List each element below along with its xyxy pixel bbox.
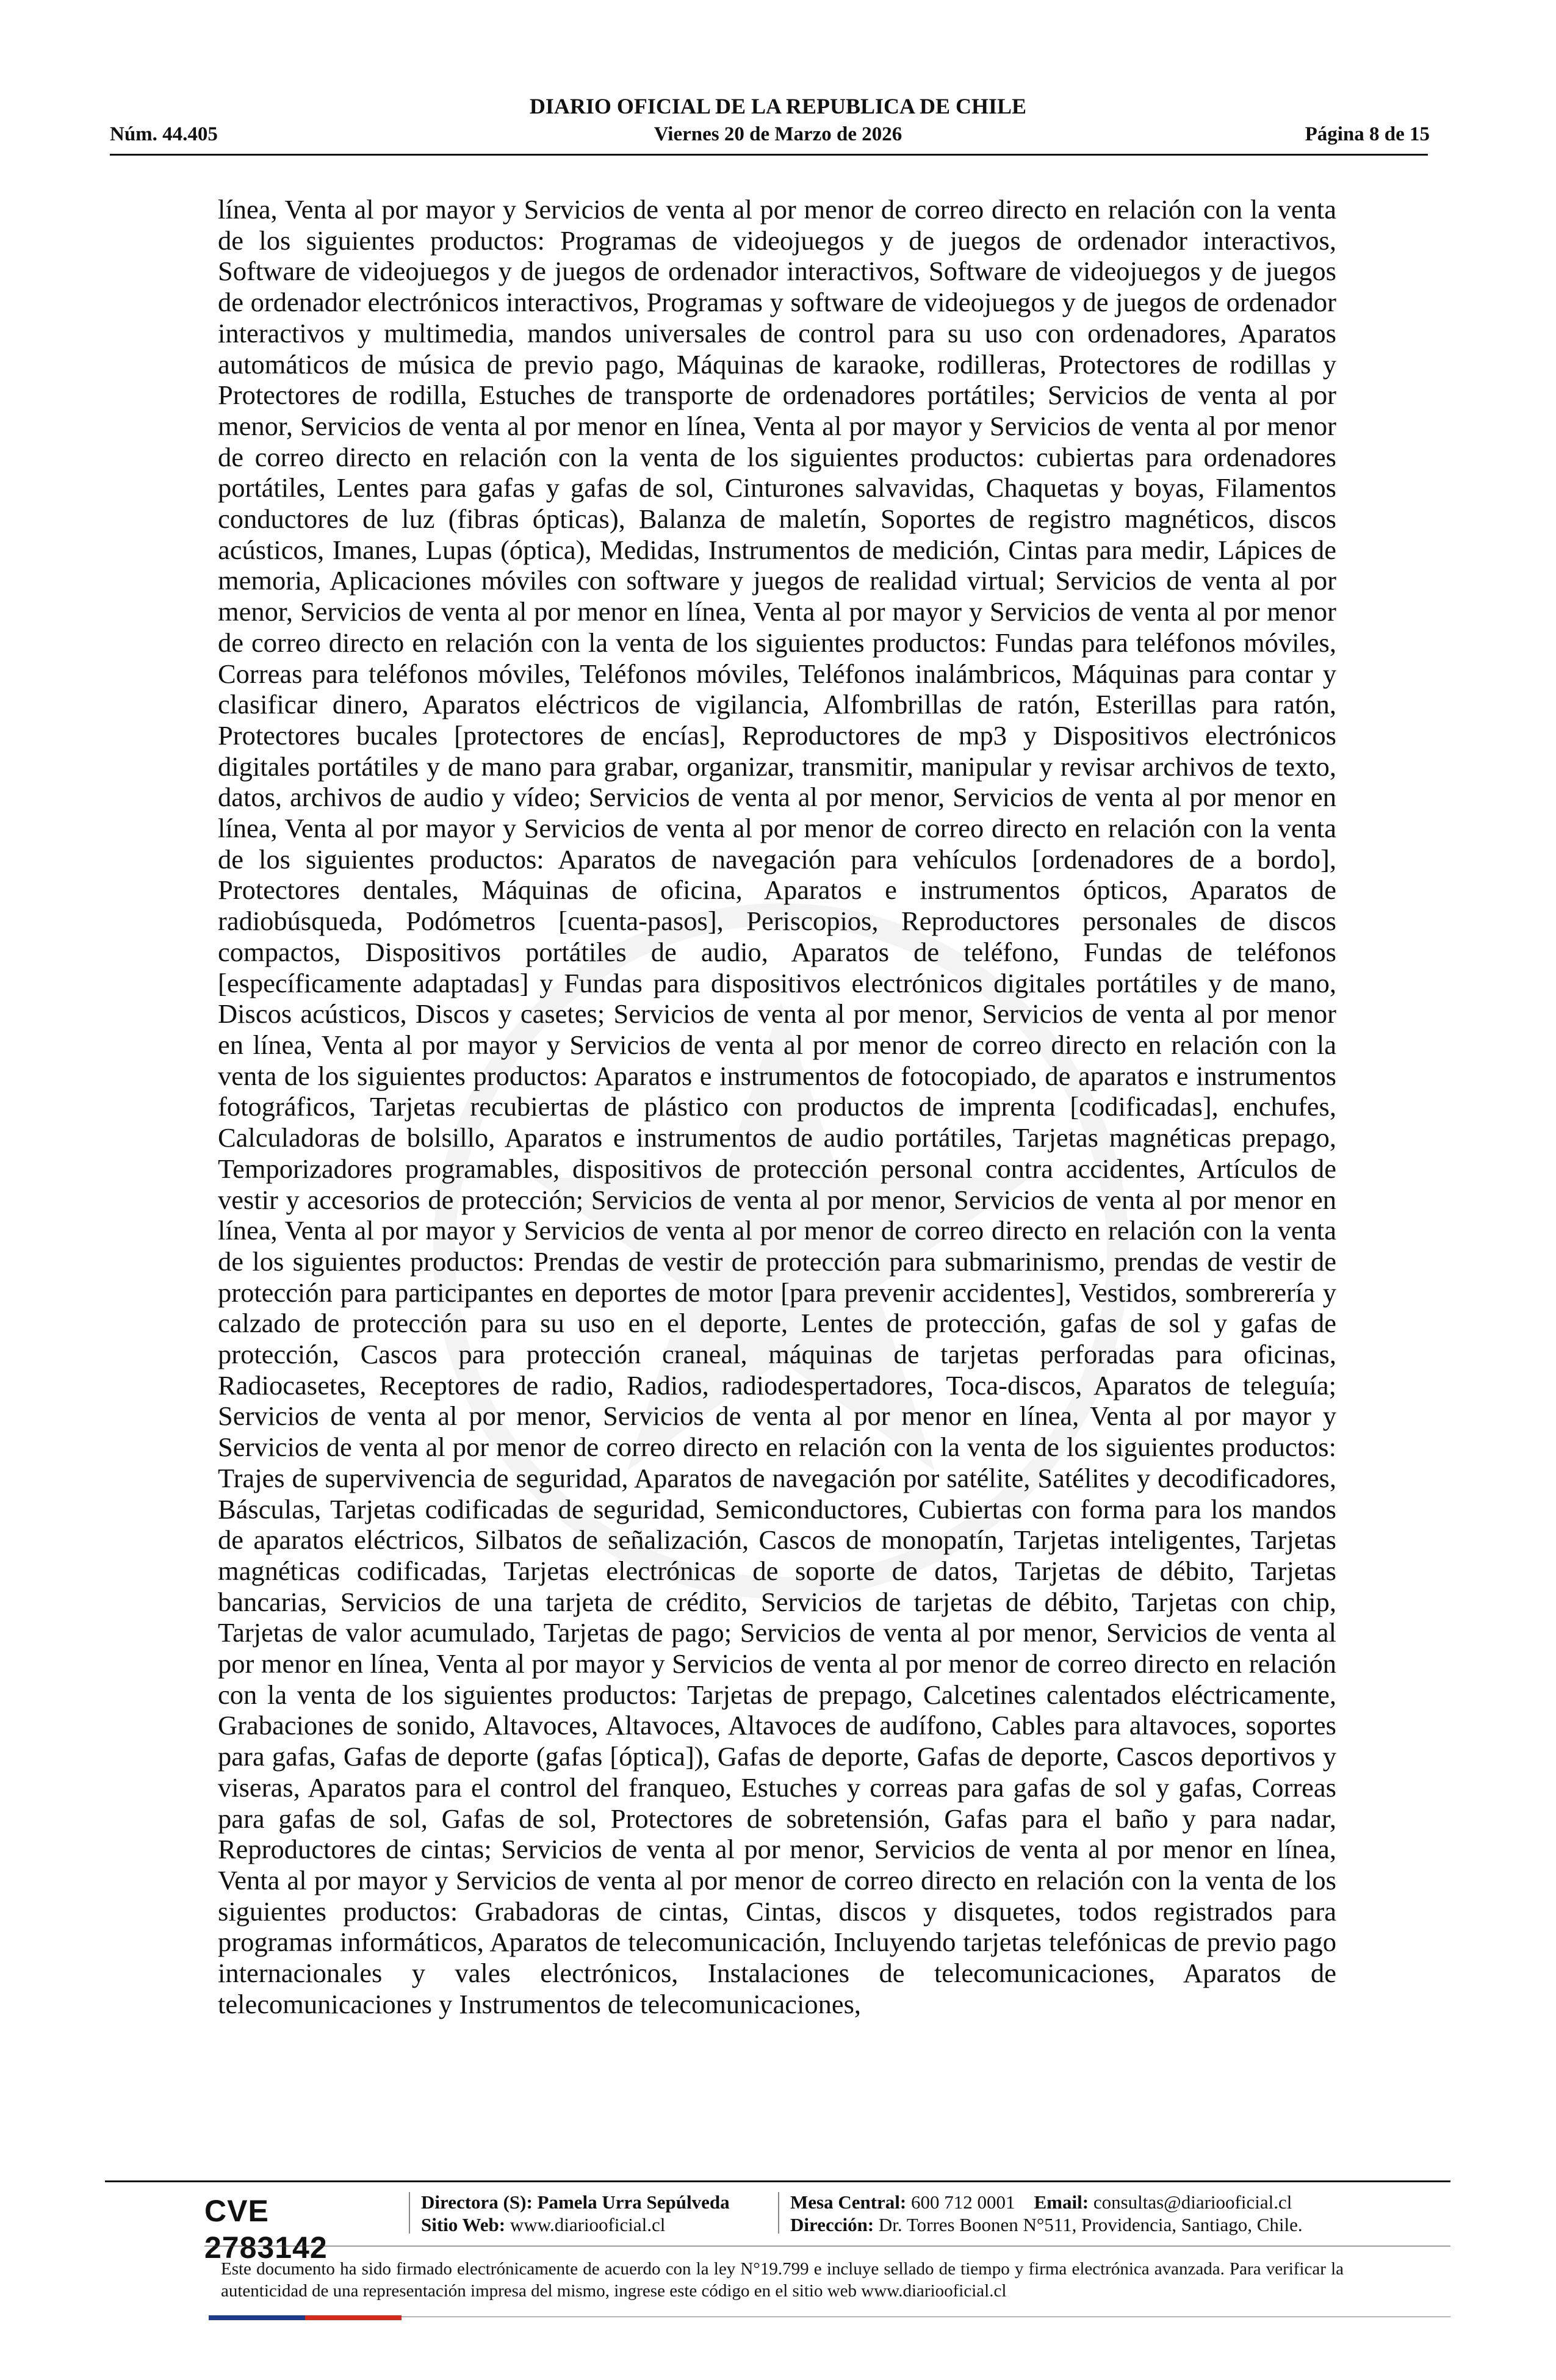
address-text: Dr. Torres Boonen N°511, Providencia, Santiago, Chile. (878, 2214, 1303, 2235)
phone-number: 600 712 0001 (911, 2191, 1015, 2213)
footer-separator (409, 2192, 410, 2234)
director-label: Directora (S): (421, 2191, 533, 2213)
address-label: Dirección: (790, 2214, 874, 2235)
phone-label: Mesa Central: (790, 2191, 907, 2213)
footer-divider (105, 2180, 1450, 2182)
body-paragraph: línea, Venta al por mayor y Servicios de venta al por menor de correo directo en relación con la venta de los siguientes productos: Programas de videojuegos y de juegos de ordenador interactivos, Software de videojuegos y de juegos de ordenador interactivos, Software de videojuegos y de juegos de ordenador electrónicos interactivos, Programas y software de videojuegos y de juegos de ordenador interactivos y multimedia, mandos universales de control para su uso con ordenadores, Aparatos automáticos de música de previo pago, Máquinas de karaoke, rodilleras, Protectores de rodillas y Protectores de rodilla, Estuches de transporte de ordenadores portátiles; Servicios de venta al por menor, Servicios de venta al por menor en línea, Venta al por mayor y Servicios de venta al por menor de correo directo en relación con la venta de los siguientes productos: cubiertas para ordenadores portátiles, Lentes para gafas y gafas de sol, Cinturones salvavidas, Chaquetas y boyas, Filamentos conductores de luz (fibras ópticas), Balanza de maletín, Soportes de registro magnéticos, discos acústicos, Imanes, Lupas (óptica), Medidas, Instrumentos de medición, Cintas para medir, Lápices de memoria, Aplicaciones móviles con software y juegos de realidad virtual; Servicios de venta al por menor, Servicios de venta al por menor en línea, Venta al por mayor y Servicios de venta al por menor de correo directo en relación con la venta de los siguientes productos: Fundas para teléfonos móviles, Correas para teléfonos móviles, Teléfonos móviles, Teléfonos inalámbricos, Máquinas para contar y clasificar dinero, Aparatos eléctricos de vigilancia, Alfombrillas de ratón, Esterillas para ratón, Protectores bucales [protectores de encías], Reproductores de mp3 y Dispositivos electrónicos digitales portátiles y de mano para grabar, organizar, transmitir, manipular y revisar archivos de texto, datos, archivos de audio y vídeo; Servicios de venta al por menor, Servicios de venta al por menor en línea, Venta al por mayor y Servicios de venta al por menor de correo directo en relación con la venta de los siguientes productos: Aparatos de navegación para vehículos [ordenadores de a bordo], Protectores dentales, Máquinas de oficina, Aparatos e instrumentos ópticos, Aparatos de radiobúsqueda, Podómetros [cuenta-pasos], Periscopios, Reproductores personales de discos compactos, Dispositivos portátiles de audio, Aparatos de teléfono, Fundas de teléfonos [específicamente adaptadas] y Fundas para dispositivos electrónicos digitales portátiles y de mano, Discos acústicos, Discos y casetes; Servicios de venta al por menor, Servicios de venta al por menor en línea, Venta al por mayor y Servicios de venta al por menor de correo directo en relación con la venta de los siguientes productos: Aparatos e instrumentos de fotocopiado, de aparatos e instrumentos fotográficos, Tarjetas recubiertas de plástico con productos de imprenta [codificadas], enchufes, Calculadoras de bolsillo, Aparatos e instrumentos de audio portátiles, Tarjetas magnéticas prepago, Temporizadores programables, dispositivos de protección personal contra accidentes, Artículos de vestir y accesorios de protección; Servicios de venta al por menor, Servicios de venta al por menor en línea, Venta al por mayor y Servicios de venta al por menor de correo directo en relación con la venta de los siguientes productos: Prendas de vestir de protección para submarinismo, prendas de vestir de protección para participantes en deportes de motor [para prevenir accidentes], Vestidos, sombrerería y calzado de protección para su uso en el deporte, Lentes de protección, gafas de sol y gafas de protección, Cascos para protección craneal, máquinas de tarjetas perforadas para oficinas, Radiocasetes, Receptores de radio, Radios, radiodespertadores, Toca-discos, Aparatos de teleguía; Servicios de venta al por menor, Servicios de venta al por menor en línea, Venta al por mayor y Servicios de venta al por menor de correo directo en relación con la venta de los siguientes productos: Trajes de supervivencia de seguridad, Aparatos de navegación por satélite, Satélites y decodificadores, Básculas, Tarjetas codificadas de seguridad, Semiconductores, Cubiertas con forma para los mandos de aparatos eléctricos, Silbatos de señalización, Cascos de monopatín, Tarjetas inteligentes, Tarjetas magnéticas codificadas, Tarjetas electrónicas de soporte de datos, Tarjetas de débito, Tarjetas bancarias, Servicios de una tarjeta de crédito, Servicios de tarjetas de débito, Tarjetas con chip, Tarjetas de valor acumulado, Tarjetas de pago; Servicios de venta al por menor, Servicios de venta al por menor en línea, Venta al por mayor y Servicios de venta al por menor de correo directo en relación con la venta de los siguientes productos: Tarjetas de prepago, Calcetines calentados eléctricamente, Grabaciones de sonido, Altavoces, Altavoces, Altavoces de audífono, Cables para altavoces, soportes para gafas, Gafas de deporte (gafas [óptica]), Gafas de deporte, Gafas de deporte, Cascos deportivos y viseras, Aparatos para el control del franqueo, Estuches y correas para gafas de sol y gafas, Correas para gafas de sol, Gafas de sol, Protectores de sobretensión, Gafas para el baño y para nadar, Reproductores de cintas; Servicios de venta al por menor, Servicios de venta al por menor en línea, Venta al por mayor y Servicios de venta al por menor de correo directo en relación con la venta de los siguientes productos: Grabadoras de cintas, Cintas, discos y disquetes, todos registrados para programas informáticos, Aparatos de telecomunicación, Incluyendo tarjetas telefónicas de previo pago internacionales y vales electrónicos, Instalaciones de telecomunicaciones, Aparatos de telecomunicaciones y Instrumentos de telecomunicaciones, (218, 194, 1336, 2019)
footer-contact-block (790, 2191, 1303, 2236)
page-number: Página 8 de 15 (1305, 123, 1430, 145)
legal-notice: Este documento ha sido firmado electrónicamente de acuerdo con la ley N°19.799 e incluye sellado de tiempo y firma electrónica avanzada. Para verificar la autenticidad de una representación impresa del mismo, ingrese este código en el sitio web www.diariooficial.cl (221, 2259, 1344, 2301)
cve-code: CVE 2783142 (204, 2194, 328, 2265)
chile-flag-bar (209, 2315, 402, 2320)
email-label: Email: (1034, 2191, 1089, 2213)
header-divider (110, 154, 1428, 156)
footer-director-block (421, 2191, 730, 2236)
issue-number: Núm. 44.405 (110, 123, 218, 145)
email-link[interactable]: consultas@diariooficial.cl (1093, 2191, 1292, 2213)
issue-date: Viernes 20 de Marzo de 2026 (654, 123, 902, 145)
website-label: Sitio Web: (421, 2214, 506, 2235)
website-link[interactable]: www.diariooficial.cl (510, 2214, 666, 2235)
newspaper-title: DIARIO OFICIAL DE LA REPUBLICA DE CHILE (529, 94, 1027, 118)
director-name: Pamela Urra Sepúlveda (537, 2191, 730, 2213)
flag-red-segment (305, 2315, 402, 2320)
flag-blue-segment (209, 2315, 305, 2320)
footer-separator (778, 2192, 779, 2234)
